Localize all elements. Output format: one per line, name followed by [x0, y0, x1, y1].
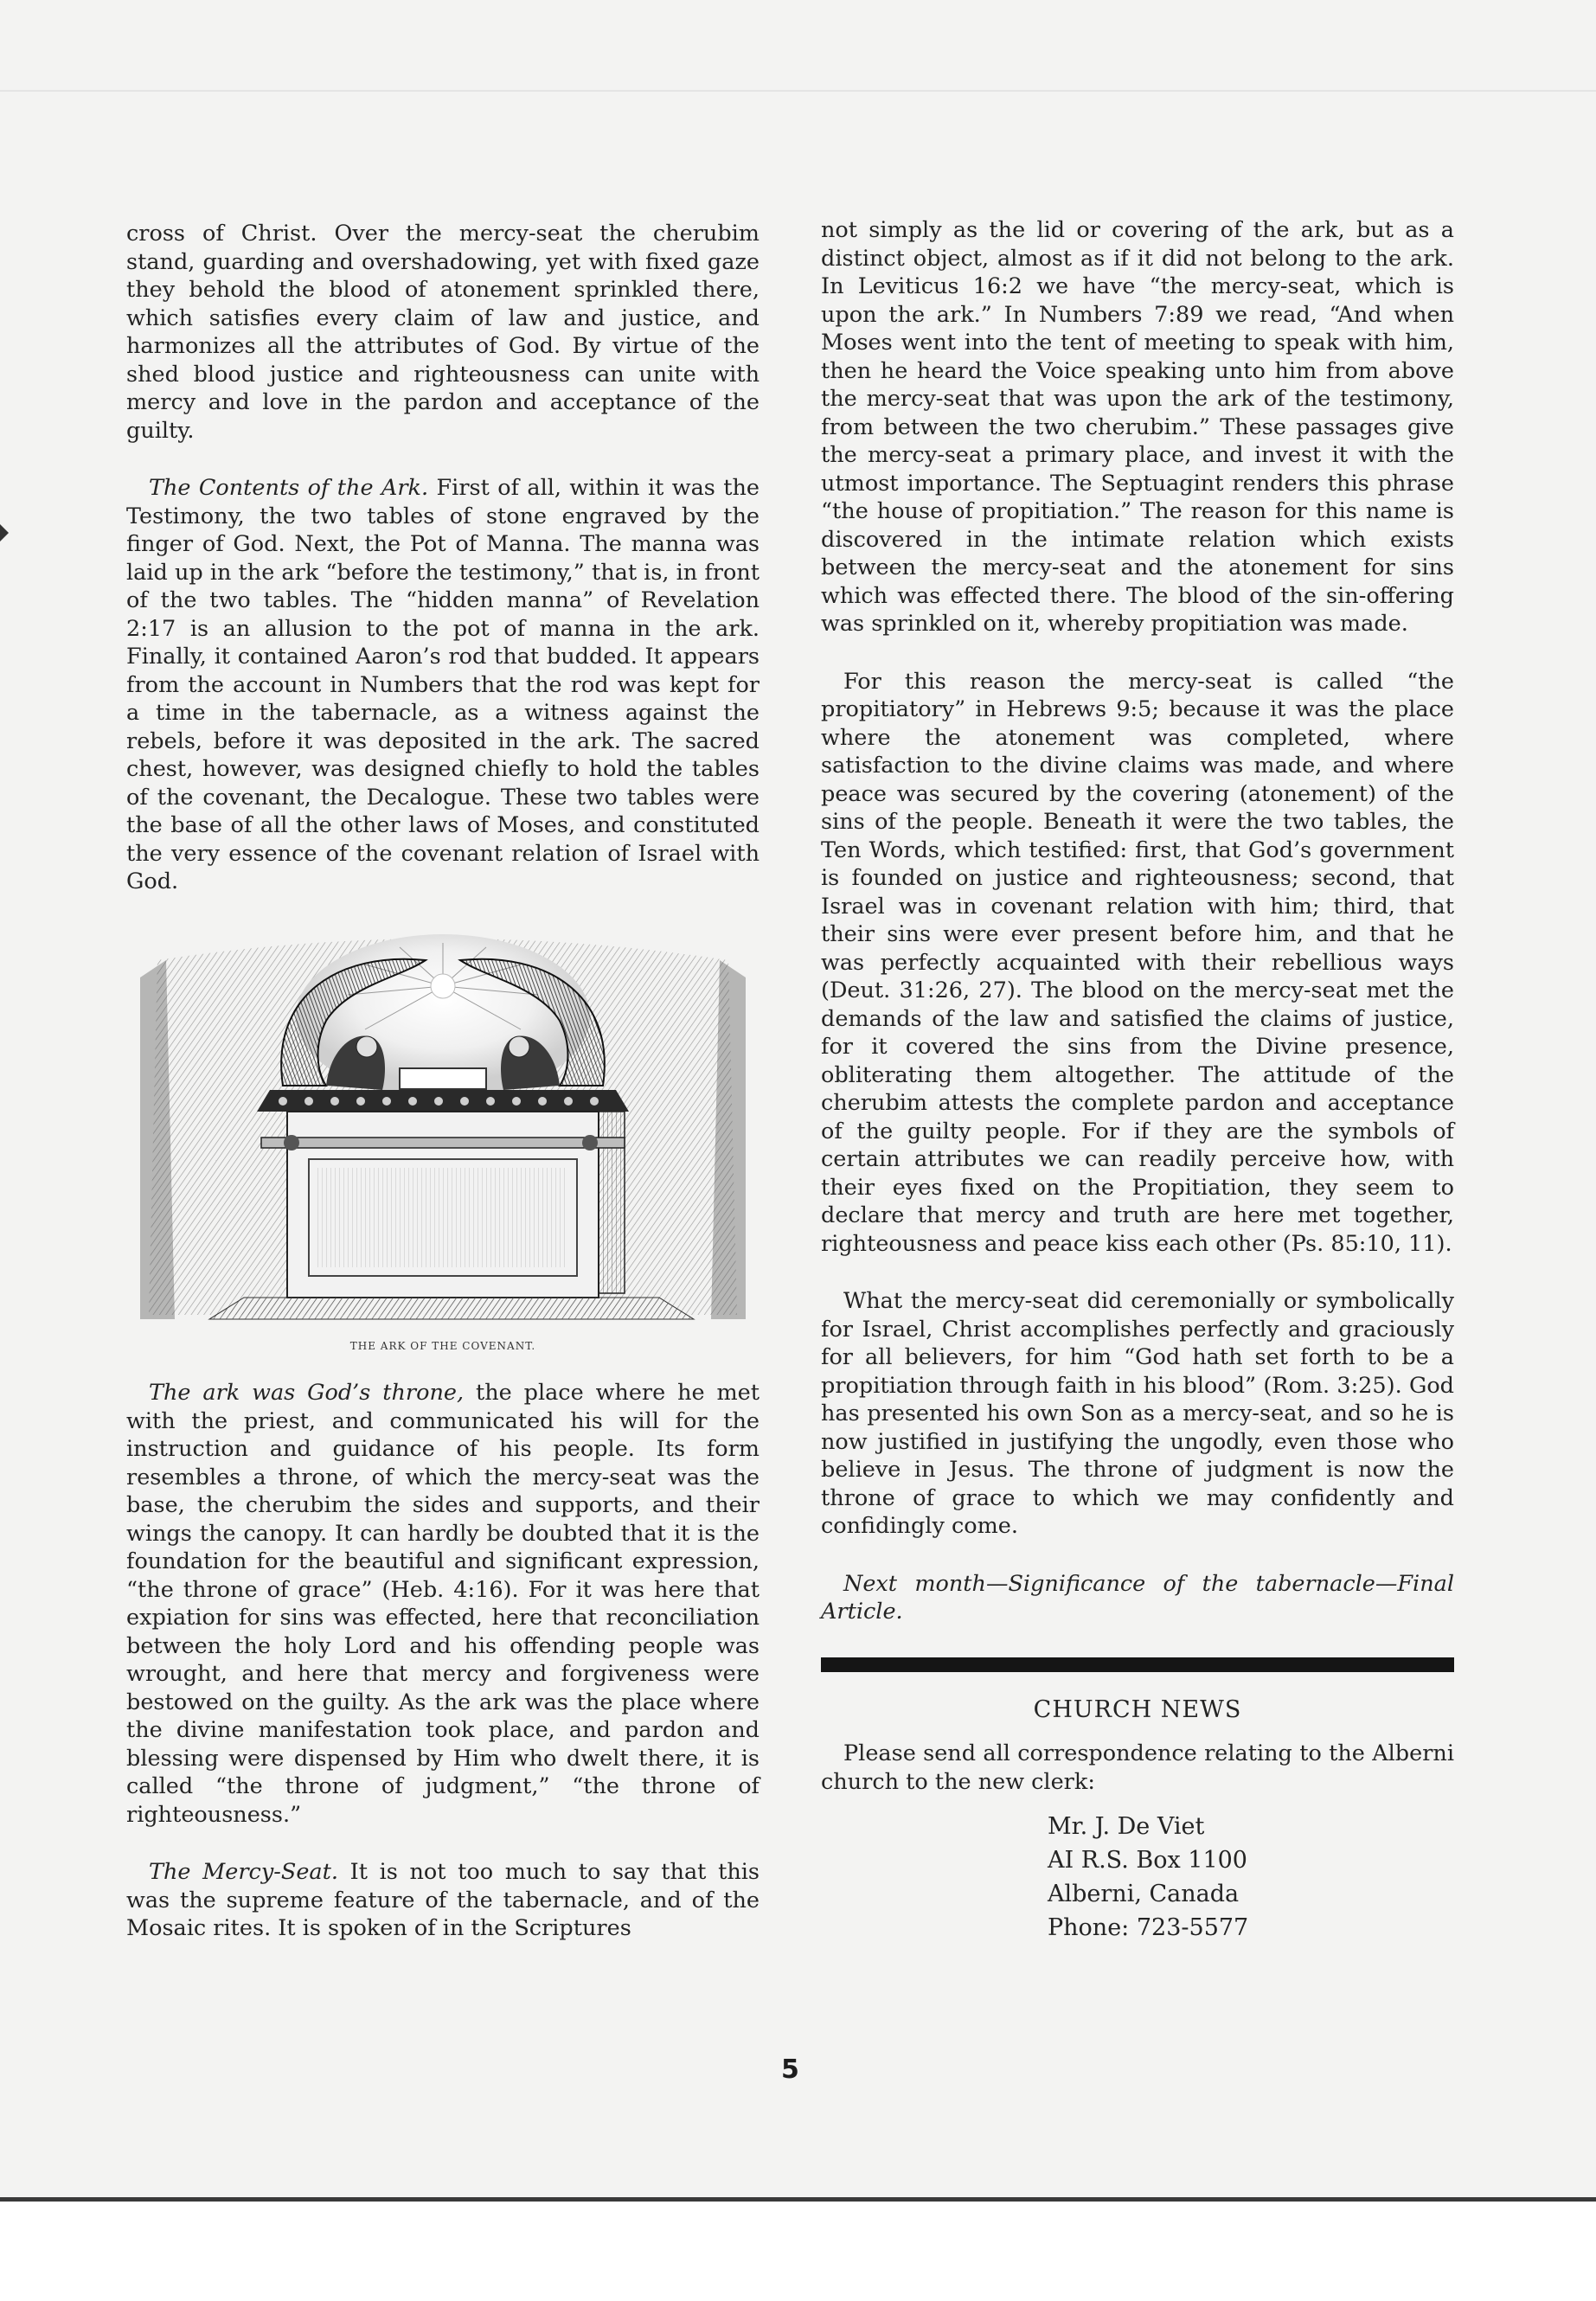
- ark-throne-text: the place where he met with the priest, and communicated his will for the instruction and guidance of his people. Its form resembles a throne, of which the mercy-seat was the base, the cherubim the sides and supports, and their wings the canopy. It can hardly be doubted that it is the foundation for the beautiful and significant expression, “the throne of grace” (Heb. 4:16). For it was here that expiation for sins was effected, here that reconciliation between the holy Lord and his offending people was wrought, and here that mercy and forgiveness were bestowed on the guilty. As the ark was the place where the divine manifestation took place, and pardon and blessing were dispensed by Him who dwelt there, it is called “the throne of judgment,” “the throne of righteousness.”: [126, 1380, 760, 1828]
- next-month-note: Next month—Significance of the tabernacle—Final Article.: [821, 1570, 1454, 1625]
- left-paragraph-1: cross of Christ. Over the mercy-seat the cherubim stand, guarding and overshadowing, yet with fixed gaze they behold the blood of atonement sprinkled there, which satisfies every claim of law and justice, and harmonizes all the attributes of God. By virtue of the shed blood justice and righteousness can unite with mercy and love in the pardon and acceptance of the guilty.: [126, 221, 760, 444]
- clerk-address-block: [1048, 1810, 1454, 1945]
- contents-of-the-ark-text: First of all, within it was the Testimony, the two tables of stone engraved by the finger of God. Next, the Pot of Manna. The manna was laid up in the ark “before the testimony,” that is, in front of the two tables. The “hidden manna” of Revelation 2:17 is an allusion to the pot of manna in the ark. Finally, it contained Aaron’s rod that budded. It appears from the account in Numbers that the rod was kept for a time in the tabernacle, as a witness against the rebels, before it was deposited in the ark. The sacred chest, however, was designed chiefly to hold the tables of the covenant, the Decalogue. These two tables were the base of all the other laws of Moses, and constituted the very essence of the covenant relation of Israel with God.: [126, 475, 760, 894]
- left-column: [126, 220, 760, 1972]
- contents-of-the-ark-paragraph: [126, 474, 760, 896]
- clerk-address-line-1: AI R.S. Box 1100: [1048, 1847, 1247, 1874]
- ark-illustration-figure: [126, 926, 760, 1361]
- right-paragraph-3: What the mercy-seat did ceremonially or symbolically for Israel, Christ accomplishes perfectly and graciously for all believers, for him “God hath set forth to be a propitiation through faith in his blood” (Rom. 3:25). God has presented his own Son as a mercy-seat, and so he is now justified in justifying the ungodly, even those who believe in Jesus. The throne of judgment is now the throne of grace to which we may confidently and confidingly come.: [821, 1288, 1454, 1539]
- ark-throne-paragraph: [126, 1379, 760, 1829]
- section-divider-bar: [821, 1657, 1454, 1672]
- binding-mark: [0, 524, 9, 542]
- page-number: 5: [781, 2054, 799, 2085]
- figure-caption: THE ARK OF THE COVENANT.: [349, 1339, 536, 1352]
- church-news-text: Please send all correspondence relating to the Alberni church to the new clerk:: [821, 1740, 1454, 1795]
- right-paragraph-2: For this reason the mercy-seat is called “the propitiatory” in Hebrews 9:5; because it was the place where the atonement was completed, where satisfaction to the divine claims was made, and where peace was secured by the covering (atonement) of the sins of the people. Beneath it were the two tables, the Ten Words, which testified: first, that God’s government is founded on justice and righteousness; second, that Israel was in covenant relation with him; third, that their sins were ever present before him, and that he was perfectly acquainted with their rebellious ways (Deut. 31:26, 27). The blood on the mercy-seat met the demands of the law and satisfied the claims of justice, for it covered the sins from the Divine presence, obliterating them altogether. The attitude of the cherubim attests the complete pardon and acceptance of the guilty people. For if they are the symbols of certain attributes we can readily perceive how, with their eyes fixed on the Propitiation, they seem to declare that mercy and truth are here met together, righteousness and peace kiss each other (Ps. 85:10, 11).: [821, 668, 1454, 1257]
- contents-of-the-ark-lead: The Contents of the Ark.: [149, 475, 429, 501]
- mercy-seat-text: It is not too much to say that this was the supreme feature of the tabernacle, and of the Mosaic rites. It is spoken of in the Scriptures: [126, 1859, 760, 1941]
- ark-throne-lead: The ark was God’s throne,: [149, 1380, 465, 1406]
- clerk-address-line-2: Alberni, Canada: [1048, 1881, 1240, 1907]
- clerk-phone: Phone: 723-5577: [1048, 1914, 1249, 1941]
- right-paragraph-1: not simply as the lid or covering of the ark, but as a distinct object, almost as if it did not belong to the ark. In Leviticus 16:2 we have “the mercy-seat, which is upon the ark.” In Numbers 7:89 we read, “And when Moses went into the tent of meeting to speak with him, then he heard the Voice speaking unto him from above the mercy-seat that was upon the ark of the testimony, from between the two cherubim.” These passages give the mercy-seat a primary place, and invest it with the utmost importance. The Septuagint renders this phrase “the house of propitiation.” The reason for this name is discovered in the intimate relation which exists between the mercy-seat and the atonement for sins which was effected there. The blood of the sin-offering was sprinkled on it, whereby propitiation was made.: [821, 217, 1454, 637]
- right-column: [821, 216, 1454, 1945]
- scan-bottom-margin: [0, 2202, 1596, 2301]
- church-news-heading: CHURCH NEWS: [1033, 1695, 1242, 1723]
- mercy-seat-paragraph: [126, 1858, 760, 1943]
- mercy-seat-lead: The Mercy-Seat.: [149, 1859, 338, 1885]
- page-top-edge: [0, 90, 1596, 92]
- ark-of-the-covenant-engraving: [140, 926, 746, 1324]
- clerk-name: Mr. J. De Viet: [1048, 1813, 1205, 1840]
